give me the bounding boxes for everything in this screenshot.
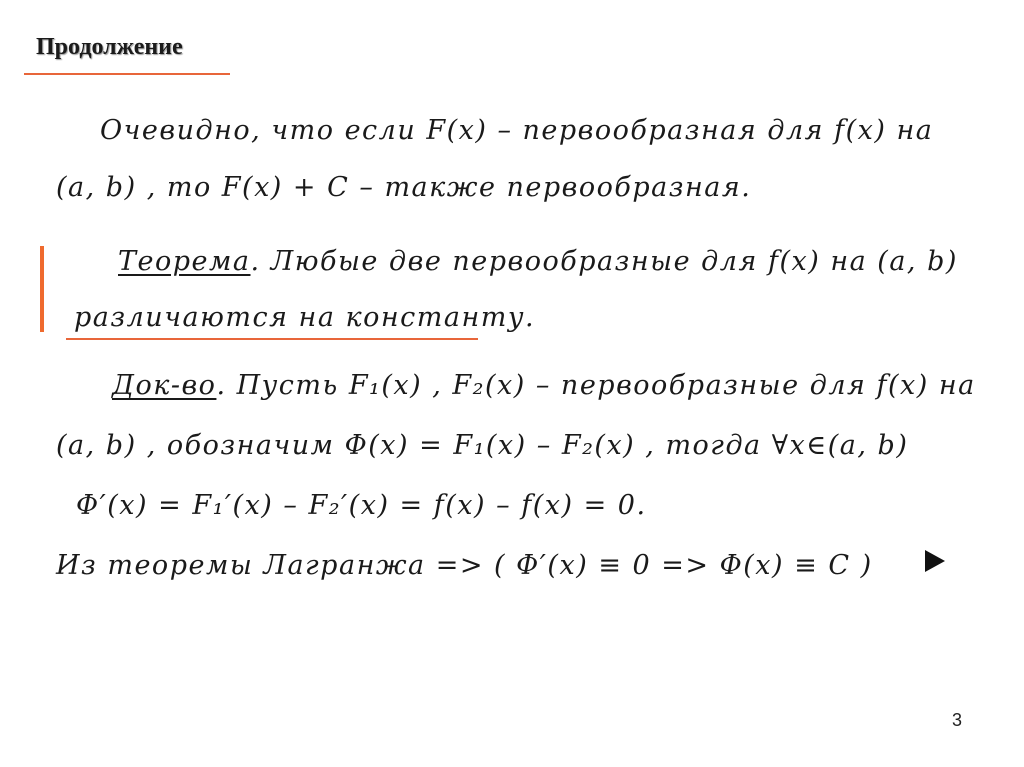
page-number: 3 (952, 710, 963, 730)
title-underline (24, 73, 230, 75)
theorem-label: Теорема (118, 246, 251, 277)
qed-icon (925, 550, 945, 572)
theorem-line (118, 246, 958, 277)
proof-label: Док-во (112, 370, 217, 401)
slide-title: Продолжение (36, 34, 183, 60)
theorem-line-2: различаются на константу. (74, 302, 536, 333)
proof-line (112, 370, 976, 401)
proof-statement: . Пусть F₁(x) , F₂(x) – первообразные для f(x) на (216, 370, 976, 401)
proof-line-4: Из теоремы Лагранжа => ( Φ′(x) ≡ 0 => Φ(x) ≡ C ) (56, 550, 873, 581)
proof-line-3: Φ′(x) = F₁′(x) – F₂′(x) = f(x) – f(x) = 0. (76, 490, 647, 521)
text-line-1: Очевидно, что если F(x) – первообразная для f(x) на (100, 115, 934, 146)
theorem-statement: . Любые две первообразные для f(x) на (a, b) (250, 246, 958, 277)
theorem-accent-bar (40, 246, 44, 332)
text-line-2: (a, b) , то F(x) + C – также первообразная. (56, 172, 752, 203)
theorem-underline (66, 338, 478, 340)
proof-line-2: (a, b) , обозначим Φ(x) = F₁(x) – F₂(x) , тогда ∀x∈(a, b) (56, 430, 909, 461)
